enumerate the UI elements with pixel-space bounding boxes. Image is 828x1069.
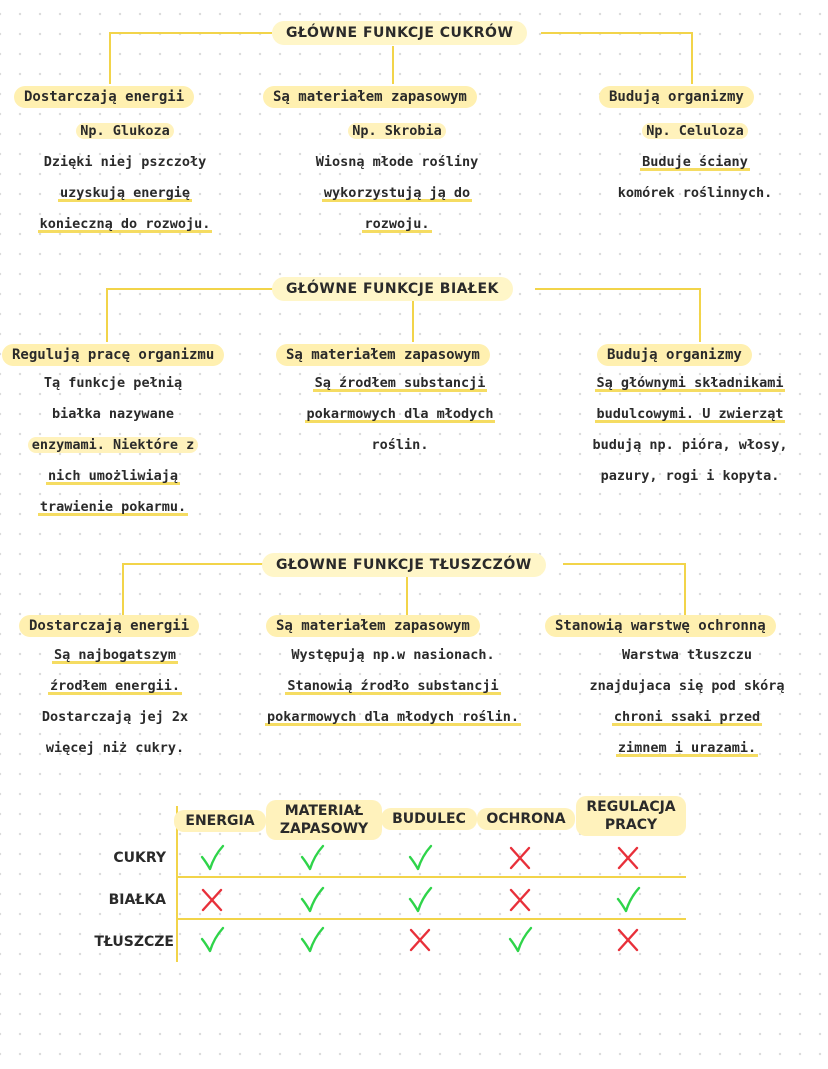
text-line: wykorzystują ją do: [323, 185, 471, 201]
column-text: [0, 368, 226, 523]
text-line: więcej niż cukry.: [45, 740, 185, 756]
text-line: komórek roślinnych.: [617, 185, 773, 201]
check-icon: [614, 886, 642, 914]
text-line: pokarmowych dla młodych roślin.: [267, 709, 519, 725]
text-line: Dzięki niej pszczoły: [43, 154, 207, 170]
text-line: źrodłem energii.: [49, 678, 181, 694]
column-text: [556, 640, 818, 764]
check-icon: [198, 926, 226, 954]
check-icon: [406, 886, 434, 914]
connector-line: [122, 563, 124, 617]
text-line: Dostarczają jej 2x: [41, 709, 189, 725]
cross-icon: [614, 926, 642, 954]
text-line: Wiosną młode rośliny: [315, 154, 479, 170]
connector-line: [122, 563, 264, 565]
text-line: Buduje ściany: [642, 154, 748, 170]
column-heading: Budują organizmy: [597, 344, 752, 366]
table-row-label-tluszcze: TŁUSZCZE: [94, 934, 174, 950]
connector-line: [406, 576, 408, 616]
text-line: znajdujaca się pod skórą: [589, 678, 785, 694]
column-heading: Są materiałem zapasowym: [263, 86, 477, 108]
cross-icon: [506, 886, 534, 914]
connector-line: [106, 288, 274, 290]
connector-line: [109, 32, 111, 84]
text-line: roślin.: [371, 437, 429, 453]
check-icon: [298, 926, 326, 954]
cross-icon: [198, 886, 226, 914]
text-line: Stanowią źrodło substancji: [287, 678, 499, 694]
text-line: Np. Skrobia: [272, 116, 522, 147]
table-grid-line: [176, 918, 686, 920]
text-line: Są źrodłem substancji: [314, 375, 486, 391]
column-heading: Budują organizmy: [599, 86, 754, 108]
text-line: Tą funkcje pełnią: [43, 375, 183, 391]
column-heading: Dostarczają energii: [19, 615, 199, 637]
text-line: Występują np.w nasionach.: [291, 647, 495, 663]
text-line: rozwoju.: [364, 216, 430, 232]
column-heading: Są materiałem zapasowym: [276, 344, 490, 366]
column-text: [10, 116, 240, 240]
text-line: Warstwa tłuszczu: [621, 647, 753, 663]
check-icon: [506, 926, 534, 954]
connector-line: [106, 288, 108, 342]
check-icon: [406, 844, 434, 872]
table-row-label-cukry: CUKRY: [113, 850, 166, 866]
text-line: budują np. pióra, włosy,: [592, 437, 788, 453]
connector-line: [541, 32, 693, 34]
text-line: Np. Glukoza: [10, 116, 240, 147]
column-text: [570, 368, 810, 492]
table-header-energia: ENERGIA: [174, 810, 266, 832]
column-heading: Dostarczają energii: [14, 86, 194, 108]
table-header-regulacja: REGULACJA PRACY: [576, 796, 686, 836]
connector-line: [691, 32, 693, 84]
section-title: GŁÓWNE FUNKCJE BIAŁEK: [272, 277, 513, 301]
connector-line: [699, 288, 701, 342]
connector-line: [412, 300, 414, 342]
text-line: Np. Celuloza: [585, 116, 805, 147]
text-line: chroni ssaki przed: [613, 709, 761, 725]
connector-line: [563, 563, 686, 565]
text-line: Są głównymi składnikami: [596, 375, 784, 391]
column-heading: Regulują pracę organizmu: [2, 344, 224, 366]
connector-line: [109, 32, 272, 34]
check-icon: [298, 844, 326, 872]
table-header-budulec: BUDULEC: [381, 808, 477, 830]
column-heading: Są materiałem zapasowym: [266, 615, 480, 637]
connector-line: [535, 288, 701, 290]
cross-icon: [506, 844, 534, 872]
section-title: GŁOWNE FUNKCJE TŁUSZCZÓW: [262, 553, 546, 577]
text-line: zimnem i urazami.: [617, 740, 757, 756]
column-text: [585, 116, 805, 209]
column-text: [2, 640, 228, 764]
table-header-ochrona: OCHRONA: [477, 808, 575, 830]
text-line: uzyskują energię: [59, 185, 191, 201]
text-line: enzymami. Niektóre z: [0, 430, 226, 461]
check-icon: [198, 844, 226, 872]
text-line: budulcowymi. U zwierząt: [596, 406, 784, 422]
text-line: trawienie pokarmu.: [39, 499, 187, 515]
section-title: GŁÓWNE FUNKCJE CUKRÓW: [272, 21, 527, 45]
column-text: [234, 640, 552, 733]
column-text: [270, 368, 530, 461]
text-line: białka nazywane: [52, 406, 174, 422]
table-grid-line: [176, 876, 686, 878]
text-line: pokarmowych dla młodych: [306, 406, 494, 422]
connector-line: [392, 46, 394, 84]
text-line: pazury, rogi i kopyta.: [600, 468, 780, 484]
text-line: nich umożliwiają: [47, 468, 179, 484]
table-header-material: MATERIAŁ ZAPASOWY: [266, 800, 382, 840]
connector-line: [684, 563, 686, 617]
table-row-label-bialka: BIAŁKA: [108, 892, 166, 908]
column-heading: Stanowią warstwę ochronną: [545, 615, 776, 637]
column-text: [272, 116, 522, 240]
check-icon: [298, 886, 326, 914]
text-line: konieczną do rozwoju.: [39, 216, 211, 232]
cross-icon: [406, 926, 434, 954]
cross-icon: [614, 844, 642, 872]
text-line: Są najbogatszym: [54, 647, 176, 663]
